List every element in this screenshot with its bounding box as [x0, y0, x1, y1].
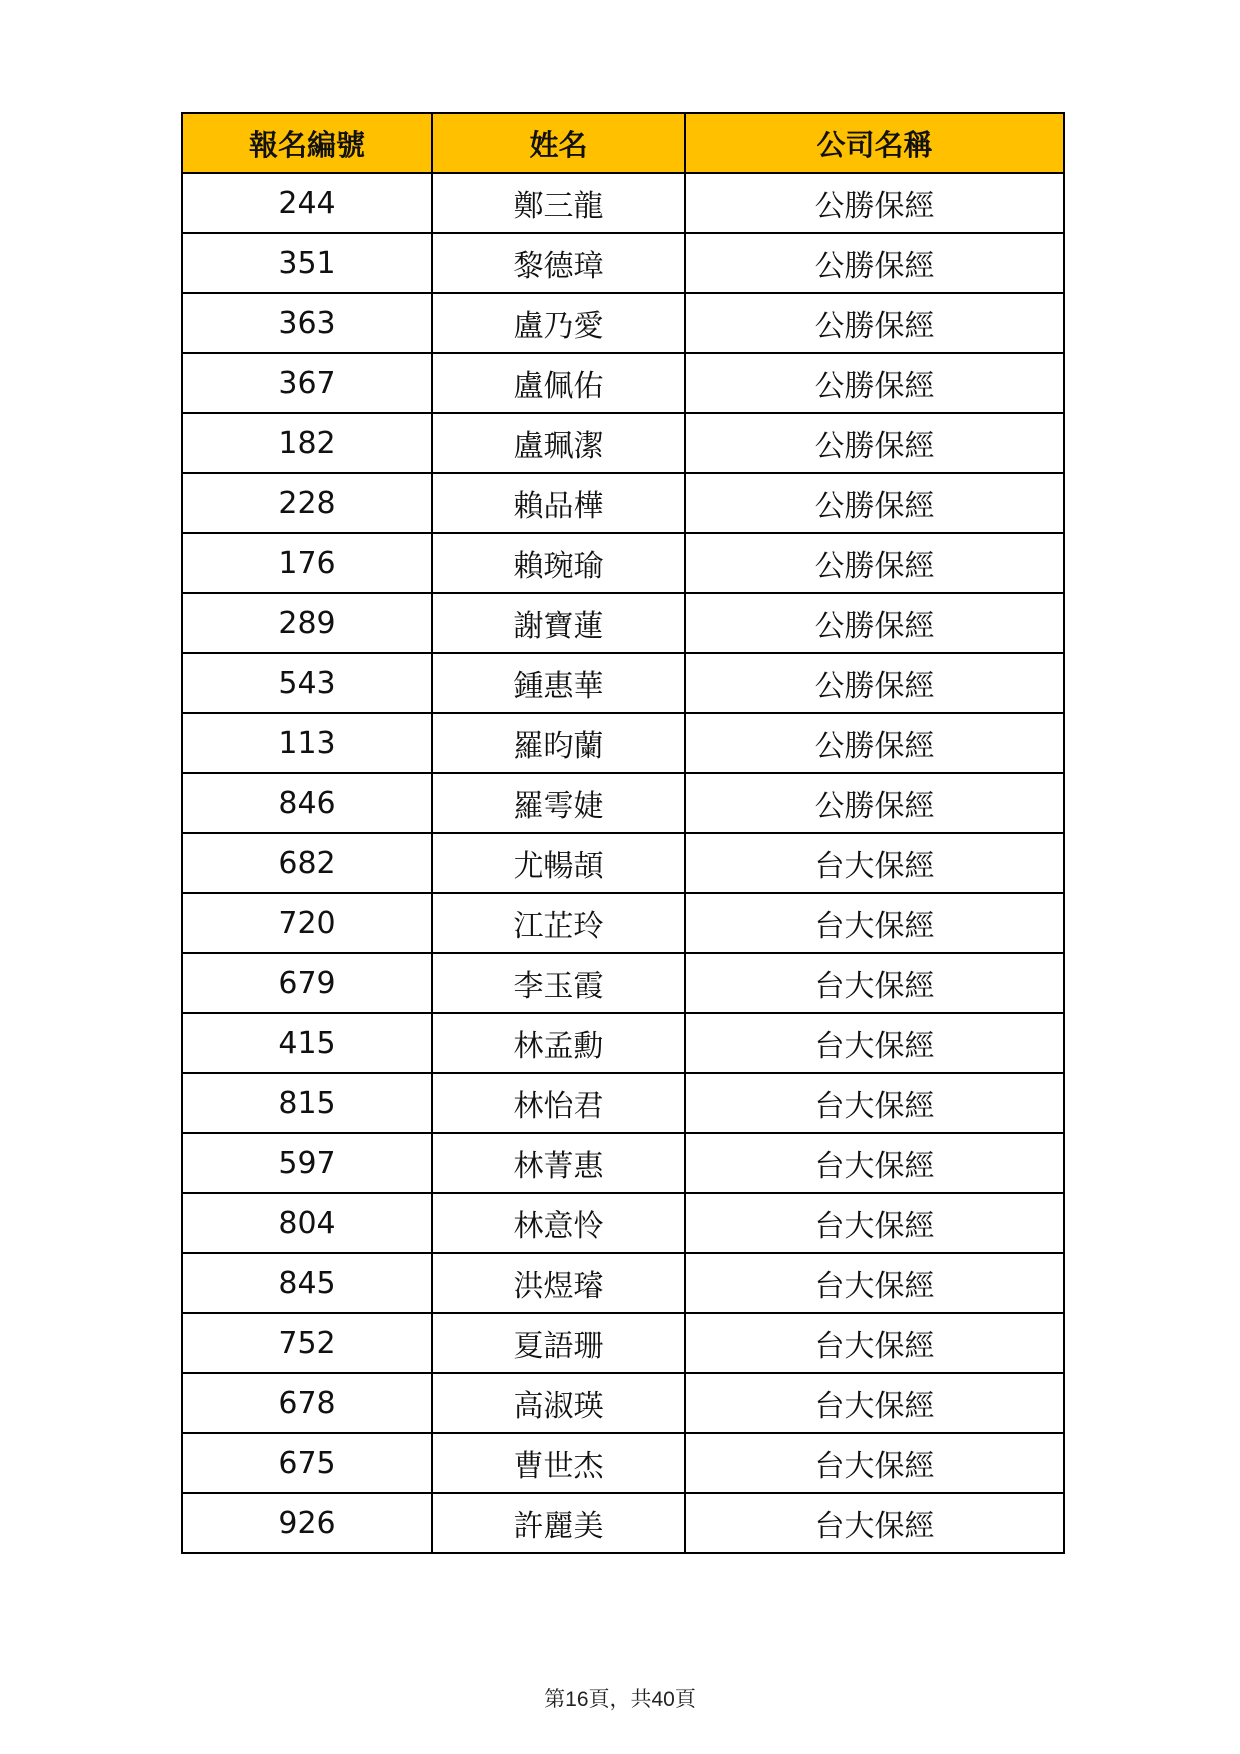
cell-registration-number: 182: [182, 413, 432, 473]
header-registration-number: 報名編號: [182, 113, 432, 173]
cell-registration-number: 363: [182, 293, 432, 353]
cell-company-name: 台大保經: [685, 1313, 1064, 1373]
cell-registration-number: 113: [182, 713, 432, 773]
cell-registration-number: 846: [182, 773, 432, 833]
cell-name: 盧乃愛: [432, 293, 685, 353]
table-header: [182, 113, 1064, 173]
cell-registration-number: 228: [182, 473, 432, 533]
cell-company-name: 台大保經: [685, 1493, 1064, 1553]
cell-name: 賴琬瑜: [432, 533, 685, 593]
cell-name: 羅雩婕: [432, 773, 685, 833]
cell-company-name: 公勝保經: [685, 533, 1064, 593]
footer-suffix: 頁: [674, 1687, 696, 1711]
cell-name: 鄭三龍: [432, 173, 685, 233]
cell-registration-number: 815: [182, 1073, 432, 1133]
cell-registration-number: 415: [182, 1013, 432, 1073]
cell-company-name: 公勝保經: [685, 773, 1064, 833]
cell-company-name: 公勝保經: [685, 593, 1064, 653]
cell-company-name: 台大保經: [685, 953, 1064, 1013]
table-body: [182, 173, 1064, 1553]
header-name: 姓名: [432, 113, 685, 173]
table-row: [182, 1253, 1064, 1313]
table-row: [182, 1073, 1064, 1133]
cell-registration-number: 845: [182, 1253, 432, 1313]
cell-name: 黎德璋: [432, 233, 685, 293]
cell-registration-number: 682: [182, 833, 432, 893]
table-row: [182, 773, 1064, 833]
cell-registration-number: 679: [182, 953, 432, 1013]
table-row: [182, 353, 1064, 413]
page-footer: [0, 1683, 1240, 1713]
cell-name: 許麗美: [432, 1493, 685, 1553]
cell-name: 羅昀蘭: [432, 713, 685, 773]
table-row: [182, 1133, 1064, 1193]
table-row: [182, 953, 1064, 1013]
footer-middle: 頁，共: [588, 1687, 652, 1711]
cell-name: 洪煜璿: [432, 1253, 685, 1313]
cell-company-name: 公勝保經: [685, 353, 1064, 413]
cell-name: 林孟勳: [432, 1013, 685, 1073]
cell-registration-number: 176: [182, 533, 432, 593]
cell-registration-number: 678: [182, 1373, 432, 1433]
table-row: [182, 1013, 1064, 1073]
table-row: [182, 1373, 1064, 1433]
table-row: [182, 473, 1064, 533]
table-row: [182, 293, 1064, 353]
cell-registration-number: 367: [182, 353, 432, 413]
cell-name: 林菁惠: [432, 1133, 685, 1193]
table-row: [182, 593, 1064, 653]
cell-company-name: 台大保經: [685, 833, 1064, 893]
cell-company-name: 台大保經: [685, 1013, 1064, 1073]
cell-name: 江芷玲: [432, 893, 685, 953]
cell-registration-number: 804: [182, 1193, 432, 1253]
table-row: [182, 833, 1064, 893]
cell-company-name: 台大保經: [685, 1253, 1064, 1313]
cell-registration-number: 289: [182, 593, 432, 653]
header-company-name: 公司名稱: [685, 113, 1064, 173]
registration-table: [181, 112, 1065, 1554]
cell-name: 尤暢頡: [432, 833, 685, 893]
cell-company-name: 台大保經: [685, 1193, 1064, 1253]
cell-company-name: 公勝保經: [685, 173, 1064, 233]
cell-name: 夏語珊: [432, 1313, 685, 1373]
cell-registration-number: 752: [182, 1313, 432, 1373]
table-row: [182, 173, 1064, 233]
cell-name: 賴品樺: [432, 473, 685, 533]
header-row: [182, 113, 1064, 173]
cell-registration-number: 597: [182, 1133, 432, 1193]
cell-company-name: 台大保經: [685, 1073, 1064, 1133]
cell-company-name: 公勝保經: [685, 713, 1064, 773]
footer-total-pages: 40: [651, 1688, 675, 1711]
cell-company-name: 台大保經: [685, 893, 1064, 953]
table-row: [182, 1313, 1064, 1373]
cell-registration-number: 543: [182, 653, 432, 713]
cell-name: 林怡君: [432, 1073, 685, 1133]
cell-company-name: 台大保經: [685, 1133, 1064, 1193]
cell-name: 林意怜: [432, 1193, 685, 1253]
cell-company-name: 公勝保經: [685, 233, 1064, 293]
cell-company-name: 公勝保經: [685, 413, 1064, 473]
table-row: [182, 233, 1064, 293]
cell-name: 謝寶蓮: [432, 593, 685, 653]
table-row: [182, 533, 1064, 593]
cell-name: 盧珮潔: [432, 413, 685, 473]
cell-name: 鍾惠華: [432, 653, 685, 713]
table-row: [182, 1493, 1064, 1553]
cell-company-name: 公勝保經: [685, 293, 1064, 353]
footer-prefix: 第: [544, 1687, 566, 1711]
table-row: [182, 1193, 1064, 1253]
table-row: [182, 413, 1064, 473]
cell-company-name: 台大保經: [685, 1433, 1064, 1493]
cell-company-name: 公勝保經: [685, 473, 1064, 533]
cell-registration-number: 244: [182, 173, 432, 233]
table-row: [182, 1433, 1064, 1493]
table-row: [182, 893, 1064, 953]
table-row: [182, 713, 1064, 773]
footer-current-page: 16: [565, 1688, 589, 1711]
cell-name: 李玉霞: [432, 953, 685, 1013]
cell-registration-number: 926: [182, 1493, 432, 1553]
table-row: [182, 653, 1064, 713]
cell-registration-number: 720: [182, 893, 432, 953]
cell-registration-number: 675: [182, 1433, 432, 1493]
cell-registration-number: 351: [182, 233, 432, 293]
cell-name: 曹世杰: [432, 1433, 685, 1493]
cell-company-name: 台大保經: [685, 1373, 1064, 1433]
cell-company-name: 公勝保經: [685, 653, 1064, 713]
cell-name: 盧佩佑: [432, 353, 685, 413]
cell-name: 高淑瑛: [432, 1373, 685, 1433]
